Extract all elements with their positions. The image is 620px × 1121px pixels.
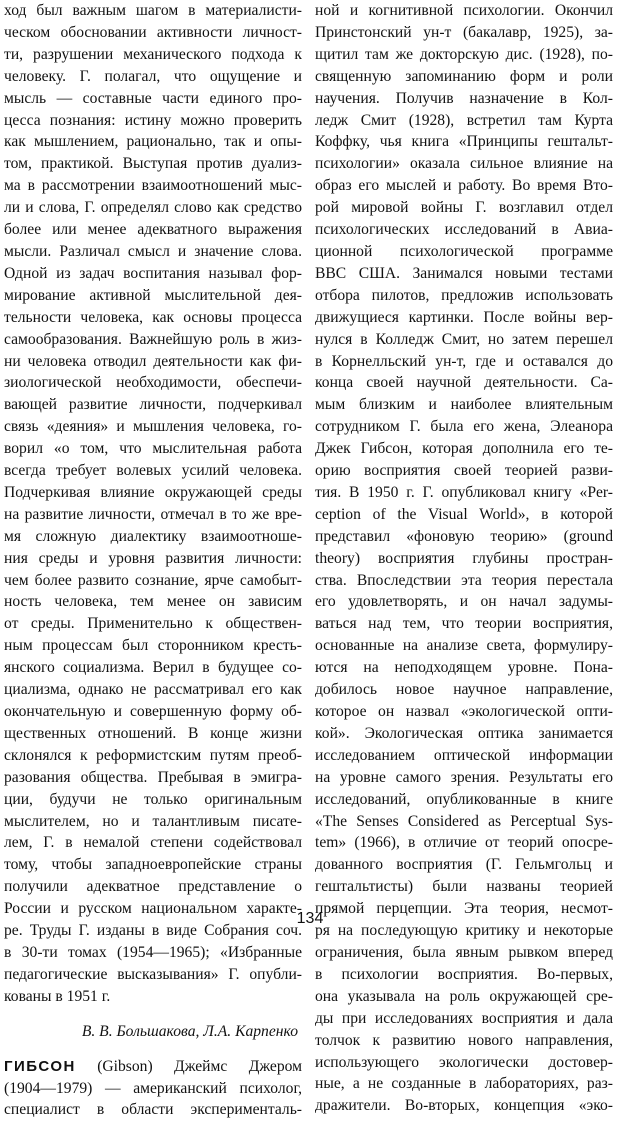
text-line: tem» (1966), в отличие от теорий опосре- — [315, 834, 613, 852]
text-line: нулся в Колледж Смит, но затем перешел — [315, 330, 613, 348]
text-line: которое он назвал «экологической опти- — [315, 703, 613, 720]
entry-heading: ГИБСОН — [4, 1057, 76, 1075]
text-line: научения. Получив назначение в Кол- — [315, 89, 613, 107]
page-number: 134 — [296, 910, 324, 927]
text-line: ционной психологической программе — [315, 242, 613, 260]
text-line: ли и слова, Г. определял слово как средство — [4, 199, 302, 217]
left-column — [4, 0, 302, 1121]
text-line: ческом обосновании активности личност- — [4, 23, 302, 41]
text-line: исследованием оптической информации — [315, 746, 613, 764]
text-line: чем более развито сознание, ярче самобыт- — [4, 571, 302, 589]
text-line: склонялся к реформистским путям преоб- — [4, 746, 302, 764]
text-line: гештальтисты) были названы теорией — [315, 878, 613, 896]
text-line: ма в рассмотрении взаимоотношений мыс- — [4, 177, 302, 195]
text-line: ются на неподходящем уровне. Пона- — [315, 659, 613, 677]
text-line: в психологии восприятия. Во-первых, — [315, 965, 613, 983]
text-line: психологических исследований в Авиа- — [315, 221, 613, 239]
text-line: мысли. Различал смысл и значение слова. — [4, 242, 302, 260]
text-line: России и русском национальном характе- — [4, 900, 302, 918]
text-line: Одной из задач воспитания называл фор- — [4, 264, 302, 282]
text-line: зиологической необходимости, обеспечи- — [4, 374, 302, 392]
text-line: theory) восприятия глубины простран- — [315, 549, 613, 567]
text-line: Джек Гибсон, которая дополнила его те- — [315, 440, 613, 458]
text-line: ность человека, тем менее он зависим — [4, 593, 302, 611]
text-line: ход был важным шагом в материалисти- — [4, 2, 302, 19]
text-line: мирование активной мыслительной дея- — [4, 286, 302, 304]
text-line: дованного восприятия (Г. Гельмгольц и — [315, 856, 613, 874]
text-line: мя сложную диалектику взаимоотноше- — [4, 527, 302, 545]
text-line: на развитие личности, отмечал в то же вре- — [4, 505, 302, 523]
text-line: рой мировой войны Г. возглавил отдел — [315, 199, 613, 217]
text-line: добилось новое научное направление, — [315, 681, 613, 699]
text-line: мыслителем, но и талантливым писате- — [4, 812, 302, 830]
text-line: дражители. Во-вторых, концепция «эко- — [315, 1097, 613, 1115]
text-line: мысль — составные части единого про- — [4, 89, 302, 107]
text-line: прямой перцепции. Эта теория, несмот- — [315, 900, 613, 918]
text-line: связь «деяния» и мышления человека, го- — [4, 418, 302, 436]
text-line: более или менее адекватного выражения — [4, 221, 302, 239]
text-line: в Корнелльский ун-т, где и оставался до — [315, 352, 613, 370]
text-line: Принстонский ун-т (бакалавр, 1925), за- — [315, 23, 613, 41]
text-line: циализма, однако не рассматривал его как — [4, 681, 302, 699]
article-signature: В. В. Большакова, Л.А. Карпенко — [81, 1022, 298, 1040]
text-line: от среды. Применительно к обществен- — [4, 615, 302, 633]
text-line: ваться над тем, что теории восприятия, — [315, 615, 613, 633]
text-line: кой». Экологическая оптика занимается — [315, 724, 613, 742]
text-line: психологии» оказала сильное влияние на — [315, 155, 613, 173]
text-line: педагогические высказывания» Г. опубли- — [4, 965, 302, 983]
text-line: щитил там же докторскую дис. (1928), по- — [315, 45, 613, 63]
text-line: человеку. Г. полагал, что ощущение и — [4, 67, 302, 85]
text-line: ции, будучи не только оригинальным — [4, 790, 302, 808]
text-line: тия. В 1950 г. Г. опубликовал книгу «Per- — [315, 483, 613, 501]
text-line: ства. Впоследствии эта теория перестала — [315, 571, 613, 589]
spacer — [4, 1043, 302, 1056]
text-line: она указывала на роль окружающей сре- — [315, 987, 613, 1005]
text-line: орию восприятия своей теорией разви- — [315, 462, 613, 480]
text-line: тому, чтобы западноевропейские страны — [4, 856, 302, 874]
text-line: окончательную и совершенную форму об- — [4, 703, 302, 720]
text-line: мым близким и наиболее влиятельным — [315, 396, 613, 414]
text-line: движущиеся картинки. После войны вер- — [315, 308, 613, 326]
text-line: кованы в 1951 г. — [4, 987, 111, 1005]
text-line: ния среды и уровня развития личности: — [4, 549, 302, 567]
text-line: том, практикой. Выступая против дуализ- — [4, 155, 302, 173]
spacer — [4, 1008, 302, 1021]
text-line: ды при исследованиях восприятия и дала — [315, 1009, 613, 1027]
text-line: ВВС США. Занимался новыми тестами — [315, 264, 613, 282]
text-line: толчок к развитию нового направления, — [315, 1031, 613, 1049]
text-line: ной и когнитивной психологии. Окончил — [315, 2, 613, 19]
text-line: его удовлетворять, и он начал задумы- — [315, 593, 613, 611]
text-line: вающей развитие личности, подчеркивал — [4, 396, 302, 414]
text-line: ре. Труды Г. изданы в виде Собрания соч. — [4, 922, 302, 940]
text-line: использующего экологически достовер- — [315, 1053, 613, 1071]
text-line: ограничения, была явным рывком вперед — [315, 943, 613, 961]
text-line: как мышлением, рационально, так и опы- — [4, 133, 302, 151]
text-line: ти, разрушении механического подхода к — [4, 45, 302, 63]
text-line: ception of the Visual World», в которой — [315, 505, 613, 523]
text-line: ные, а не созданные в лабораториях, раз- — [315, 1075, 613, 1093]
text-line: сотрудником Г. была его жена, Элеанора — [315, 418, 613, 436]
text-line: Подчеркивая влияние окружающей среды — [4, 483, 302, 501]
text-line: специалист в области эксперименталь- — [4, 1101, 302, 1119]
text-line: лем, Г. в немалой степени содействовал — [4, 834, 302, 852]
text-line: отбора пилотов, предложив использовать — [315, 286, 613, 304]
text-line: (1904—1979) — американский психолог, — [4, 1079, 302, 1097]
text-line: представил «фоновую теорию» (ground — [315, 527, 613, 545]
text-line: ни человека отводил деятельности как фи- — [4, 352, 302, 370]
text-line: янского социализма. Верил в будущее со- — [4, 659, 302, 677]
text-line: разования общества. Пребывая в эмигра- — [4, 768, 302, 786]
text-line: в 30-ти томах (1954—1965); «Избранные — [4, 943, 302, 961]
text-line: священную запоминанию форм и роли — [315, 67, 613, 85]
text-line: цесса познания: истину можно проверить — [4, 111, 302, 129]
text-line: самообразования. Важнейшую роль в жиз- — [4, 330, 302, 348]
text-line: основанные на анализе света, формулиру- — [315, 637, 613, 655]
entry-first-line-text: (Gibson) Джеймс Джером — [75, 1057, 302, 1075]
text-line: ворил «о том, что мыслительная работа — [4, 440, 302, 458]
text-line: всегда требует волевых усилий человека. — [4, 462, 302, 480]
text-line: исследований, опубликованные в книге — [315, 790, 613, 808]
text-line: ным процессам был сторонником кресть- — [4, 637, 302, 655]
text-line: конца своей научной деятельности. Са- — [315, 374, 613, 392]
text-line: Коффку, чья книга «Принципы гештальт- — [315, 133, 613, 151]
text-line: образ его мыслей и работу. Во время Вто- — [315, 177, 613, 195]
entry-first-line — [4, 1056, 302, 1078]
text-line: ледж Смит (1928), встретил там Курта — [315, 111, 613, 129]
text-line: тельности человека, как основы процесса — [4, 308, 302, 326]
text-line: щественных отношений. В конце жизни — [4, 724, 302, 742]
text-line: на уровне самого зрения. Результаты его — [315, 768, 613, 786]
text-line: получили адекватное представление о — [4, 878, 302, 896]
text-line: ря на последующую критику и некоторые — [315, 922, 613, 940]
right-column — [315, 0, 613, 1117]
text-line: «The Senses Considered as Perceptual Sys- — [315, 812, 613, 830]
